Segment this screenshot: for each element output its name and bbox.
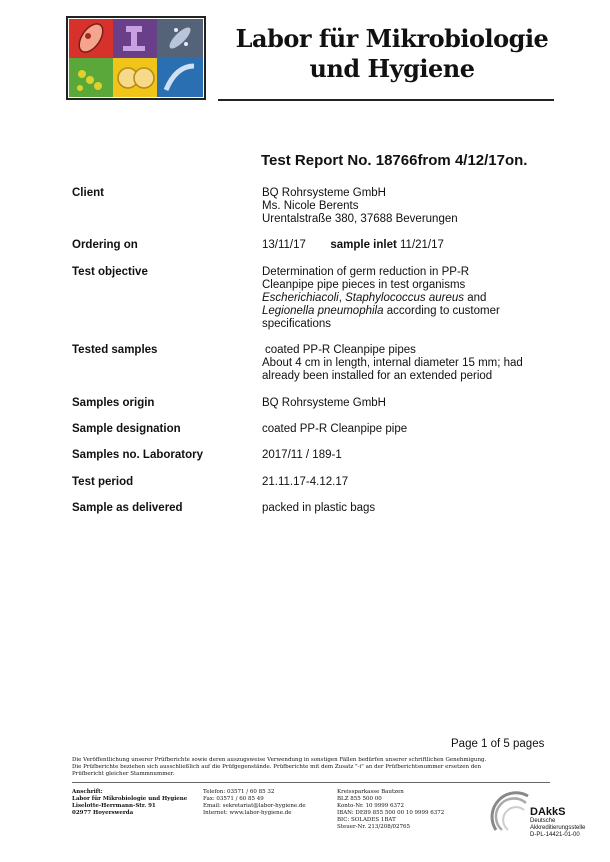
ordering-value: [262, 239, 542, 252]
client-contact: Ms. Nicole Berents: [262, 200, 359, 212]
footer-divider: [72, 782, 550, 783]
client-company: BQ Rohrsysteme GmbH: [262, 187, 386, 199]
contact-email: Email: sekretariat@labor-hygiene.de: [203, 803, 306, 809]
report-title: Test Report No. 18766from 4/12/17on.: [261, 152, 528, 169]
footer-bank: [337, 789, 444, 831]
lab-title-line1: Labor für Mikrobiologie: [235, 24, 549, 53]
dakks-name: DAkkS: [530, 806, 566, 818]
period-label: Test period: [72, 476, 134, 488]
bank-iban: IBAN: DE89 855 500 00 10 9999 6372: [337, 810, 445, 816]
lab-title: [222, 24, 562, 84]
ordering-label: Ordering on: [72, 239, 138, 251]
origin-label: Samples origin: [72, 397, 155, 409]
ordering-date: 13/11/17: [262, 239, 306, 251]
period-value: 21.11.17-4.12.17: [262, 476, 349, 488]
dakks-line3: D-PL-14421-01-00: [530, 832, 580, 838]
organism-legionella: Legionella pneumophila: [262, 305, 384, 317]
contact-fax: Fax: 03571 / 60 85 49: [203, 796, 264, 802]
bank-tax: Steuer-Nr. 213/208/02765: [337, 824, 411, 830]
footer-note-line2: Die Prüfberichte beziehen sich ausschließlich auf die Prüfgegenstände. Prüfberichte mit dem Zusatz "-i" an der Prüfberichtsnummer ersetzen den: [72, 764, 482, 770]
footer-address: [72, 789, 187, 817]
bank-blz: BLZ 855 500 00: [337, 796, 382, 802]
lab-number-value: 2017/11 / 189-1: [262, 449, 342, 461]
objective-tail: according to customer specifications: [262, 305, 500, 330]
delivered-value: packed in plastic bags: [262, 502, 376, 514]
footer-note-line3: Prüfbericht gleicher Stammnummer.: [72, 771, 175, 777]
origin-value: BQ Rohrsysteme GmbH: [262, 397, 386, 409]
sample-inlet-date: 11/21/17: [400, 239, 444, 251]
page-indicator: Page 1 of 5 pages: [451, 738, 545, 750]
organism-ecoli: Escherichiacoli: [262, 292, 339, 304]
lab-title-line2: und Hygiene: [309, 54, 475, 83]
address-city: 02977 Hoyerswerda: [72, 810, 134, 816]
bank-bic: BIC: SOLADES 1BAT: [337, 817, 396, 823]
objective-label: Test objective: [72, 266, 148, 278]
tested-line2: About 4 cm in length, internal diameter 15 mm; had already been installed for an extended period: [262, 357, 523, 382]
client-label: Client: [72, 187, 104, 199]
footer-contact: [203, 789, 306, 817]
objective-value: [262, 266, 542, 331]
lab-logo: [66, 16, 206, 100]
delivered-label: Sample as delivered: [72, 502, 183, 514]
objective-line1: Determination of germ reduction in PP-R: [262, 266, 470, 278]
footer-note: [72, 757, 552, 778]
header-divider: [218, 99, 554, 101]
organism-staph: Staphylococcus aureus: [345, 292, 464, 304]
tested-value: [262, 344, 542, 383]
objective-sep: ,: [338, 292, 346, 304]
dakks-text: [530, 806, 585, 839]
dakks-line1: Deutsche: [530, 818, 556, 824]
objective-line2: Cleanpipe pipe pieces in test organisms: [262, 279, 466, 291]
sample-inlet-label: sample inlet: [330, 239, 397, 251]
contact-web: Internet: www.labor-hygiene.de: [203, 810, 292, 816]
address-heading: Anschrift:: [72, 789, 103, 795]
address-street: Liselotte-Herrmann-Str. 91: [72, 803, 156, 809]
client-value: [262, 187, 542, 226]
lab-number-label: Samples no. Laboratory: [72, 449, 204, 461]
bank-name: Kreissparkasse Bautzen: [337, 789, 404, 795]
tested-label: Tested samples: [72, 344, 158, 356]
designation-value: coated PP-R Cleanpipe pipe: [262, 423, 408, 435]
address-lab: Labor für Mikrobiologie und Hygiene: [72, 796, 188, 802]
bank-account: Konto-Nr. 10 9999 6372: [337, 803, 405, 809]
designation-label: Sample designation: [72, 423, 181, 435]
contact-phone: Telefon: 03571 / 60 85 32: [203, 789, 275, 795]
footer-note-line1: Die Veröffentlichung unserer Prüfberichte sowie deren auszugsweise Verwendung in sonstigen Fällen bedürfen unserer schriftlichen Genehmigung.: [72, 757, 487, 763]
dakks-line2: Akkreditierungsstelle: [530, 825, 586, 831]
objective-and: and: [464, 292, 487, 304]
client-address: Urentalstraße 380, 37688 Beverungen: [262, 213, 458, 225]
tested-line1: coated PP-R Cleanpipe pipes: [265, 344, 416, 356]
